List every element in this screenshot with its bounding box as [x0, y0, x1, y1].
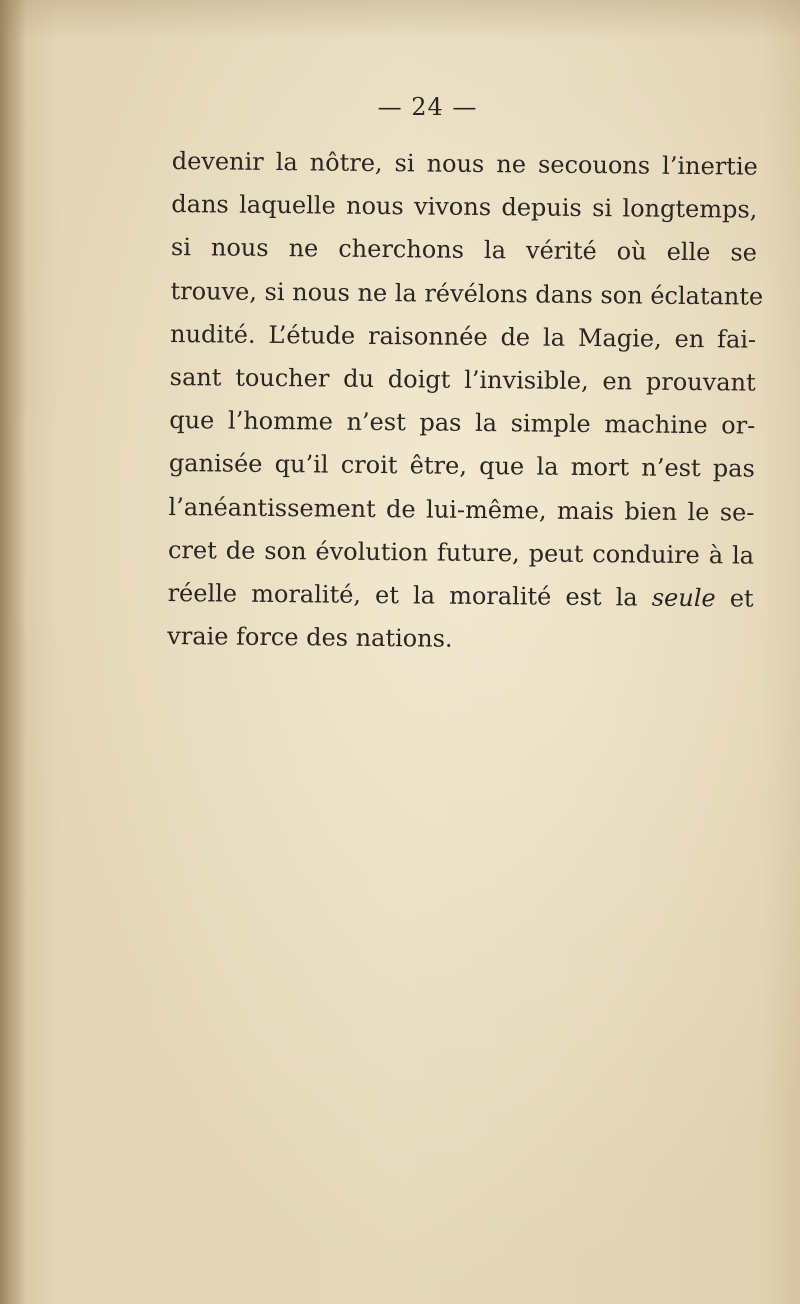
text-line: sant toucher du doigt l’invisible, en prouvant [169, 362, 756, 397]
text-line: ganisée qu’il croit être, que la mort n’est pas [168, 449, 756, 483]
text-line: nudité. L’étude raisonnée de la Magie, en fai- [170, 319, 757, 354]
text-segment: et [715, 584, 754, 613]
text-line: dans laquelle nous vivons depuis si longtemps, [171, 190, 758, 224]
italic-word: seule [651, 583, 716, 613]
body-text [167, 140, 764, 664]
text-line: que l’homme n’est pas la simple machine or- [169, 406, 756, 440]
text-segment: réelle moralité, et la moralité est la [167, 578, 652, 612]
text-line: l’anéantissement de lui-même, mais bien le se- [168, 492, 755, 527]
text-line: si nous ne cherchons la vérité où elle se [170, 233, 758, 267]
text-line: cret de son évolution future, peut conduire à la [167, 535, 755, 570]
page-number: — 24 — [377, 93, 478, 121]
text-line: trouve, si nous ne la révélons dans son éclatante [170, 276, 764, 311]
text-line: devenir la nôtre, si nous ne secouons l’inertie [171, 146, 758, 181]
text-line-final: vraie force des nations. [167, 622, 453, 653]
text-line-with-italic [167, 572, 753, 621]
